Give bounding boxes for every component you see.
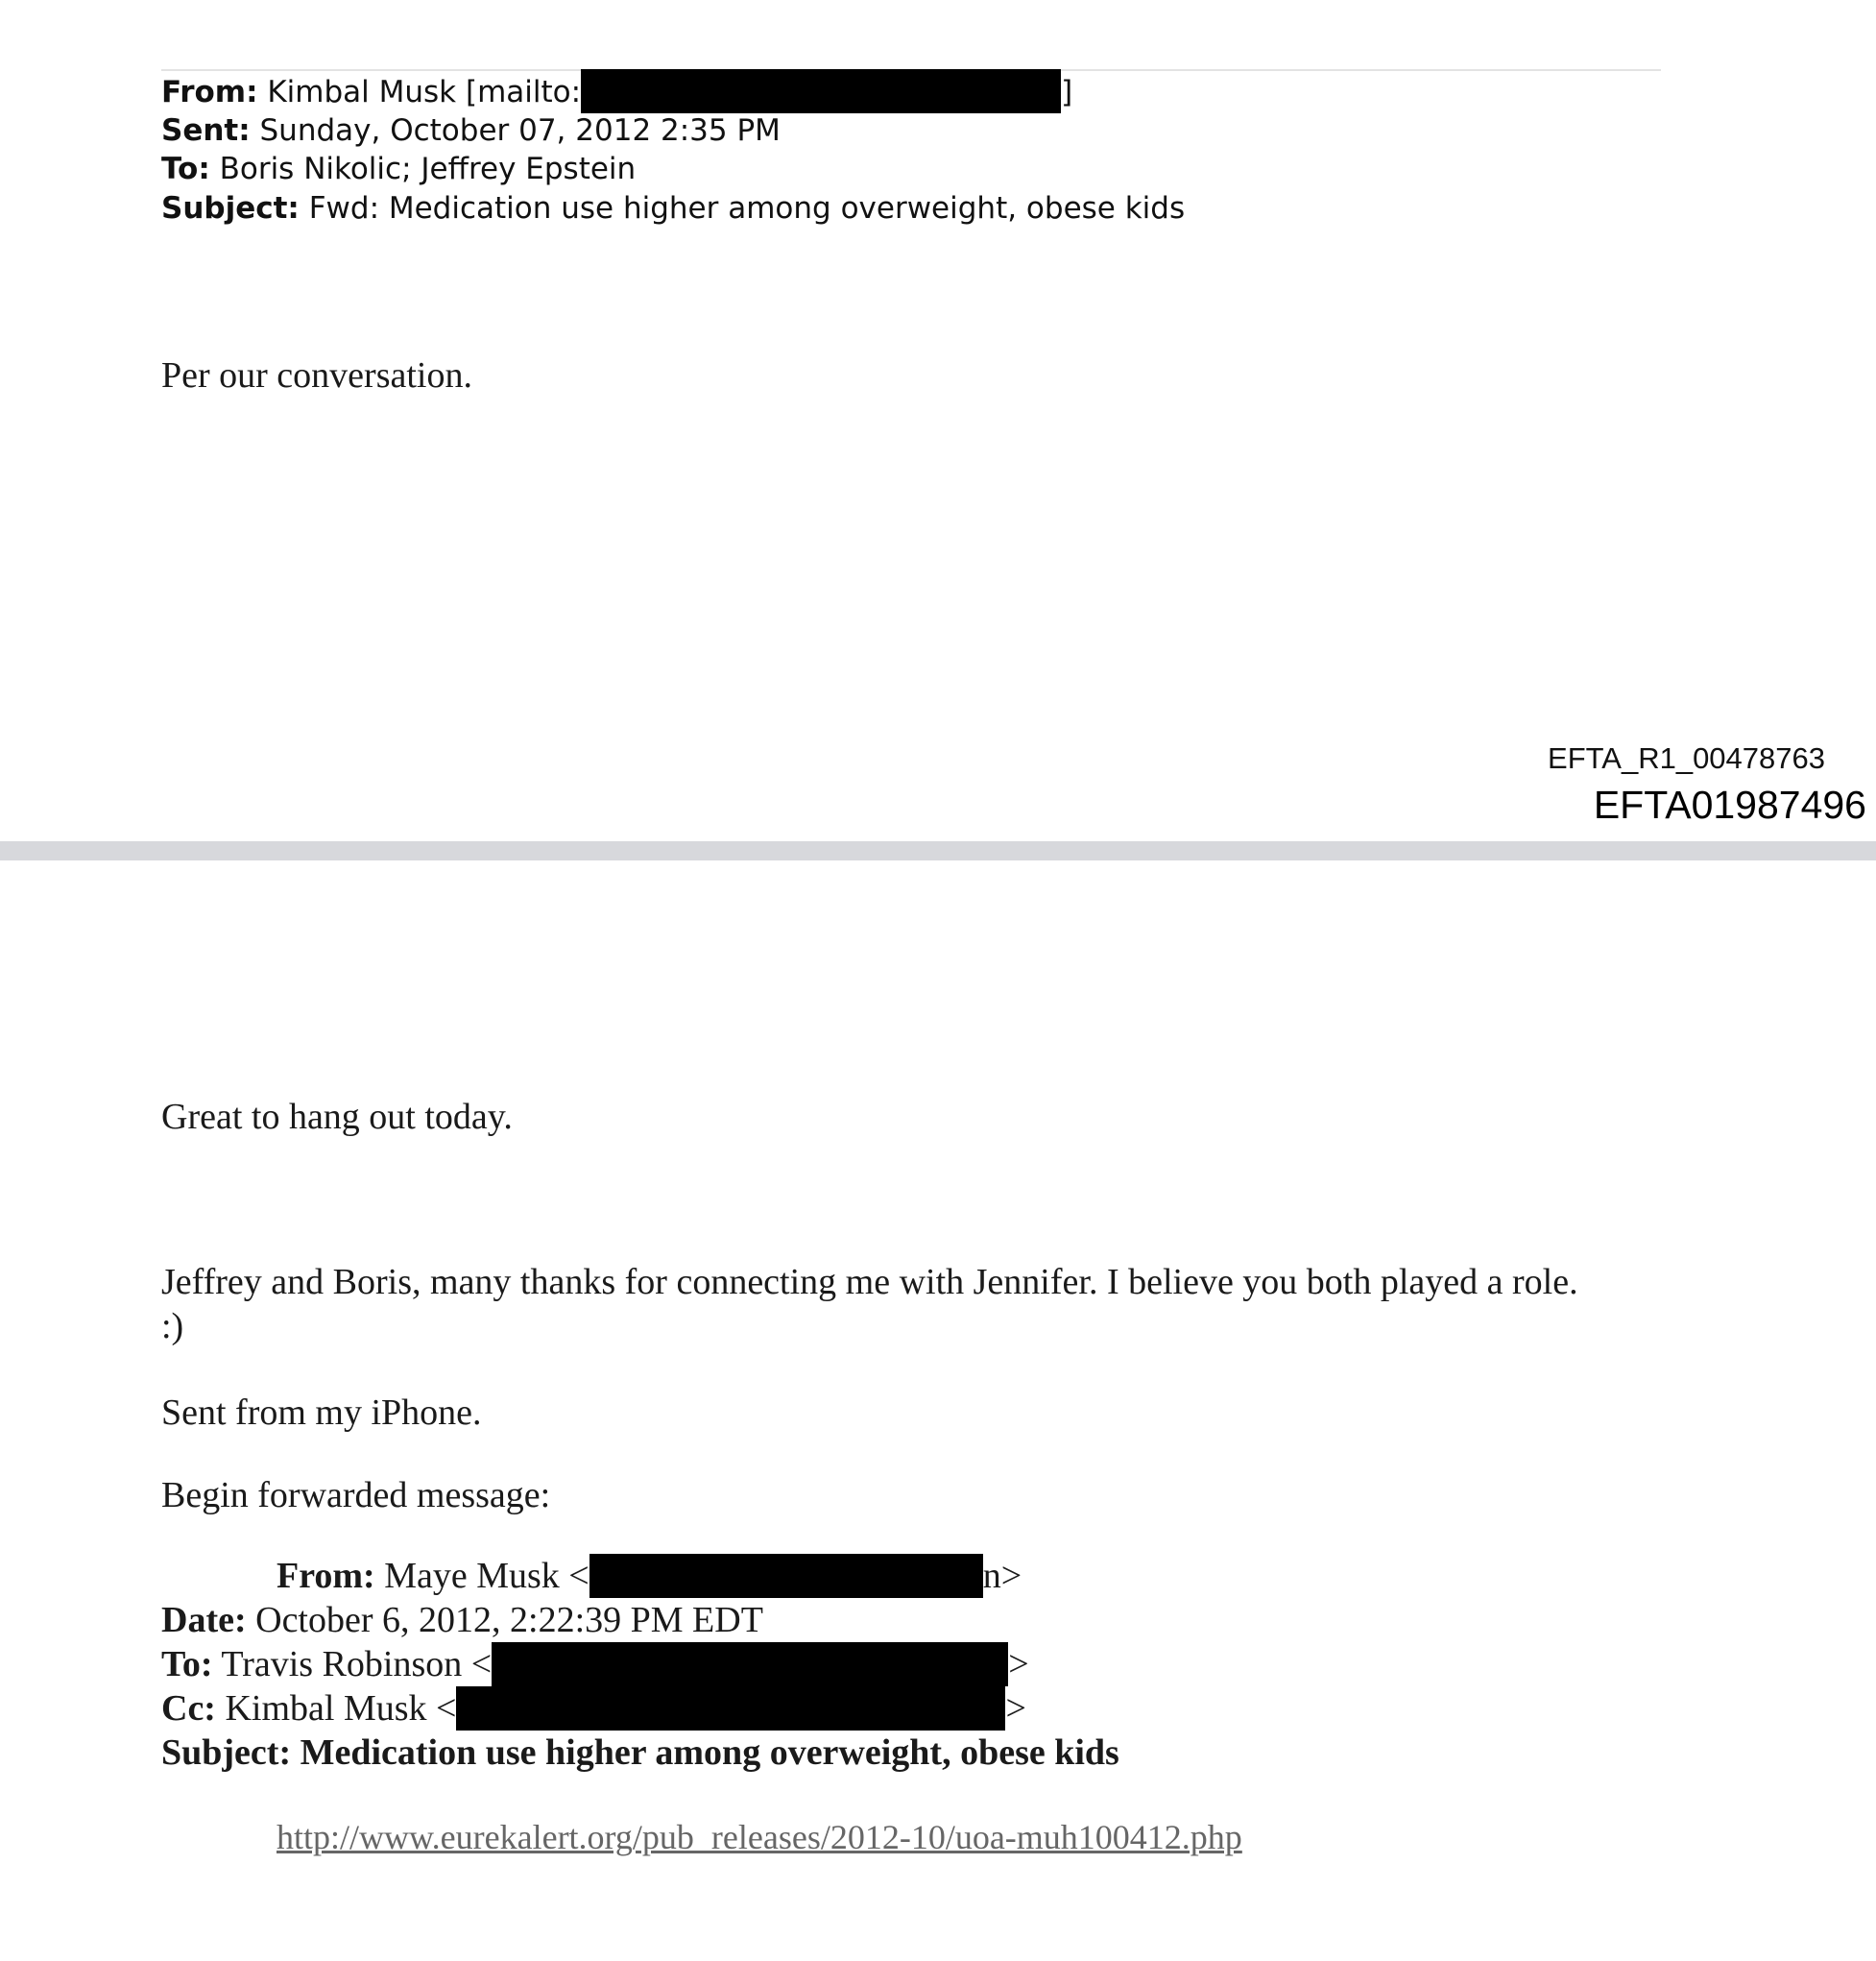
fwd-cc-value: Kimbal Musk < — [225, 1688, 457, 1729]
email-from-line — [161, 73, 1072, 113]
fwd-to-value: Travis Robinson < — [221, 1644, 493, 1684]
document-page-2 — [0, 860, 1876, 1961]
document-page-1 — [0, 0, 1876, 841]
subject-value: Fwd: Medication use higher among overweight, obese kids — [308, 191, 1186, 226]
fwd-date-line — [161, 1598, 763, 1642]
thanks-text-line1: Jeffrey and Boris, many thanks for connecting me with Jennifer. I believe you both played a role. — [161, 1262, 1578, 1302]
fwd-cc-tail: > — [1005, 1688, 1026, 1729]
fwd-subject-line — [161, 1731, 1119, 1775]
email-body-text: Per our conversation. — [161, 355, 472, 396]
fwd-date-value: October 6, 2012, 2:22:39 PM EDT — [255, 1600, 763, 1640]
sent-value: Sunday, October 07, 2012 2:35 PM — [259, 113, 781, 148]
redaction-bar — [456, 1686, 1005, 1731]
fwd-from-line — [277, 1554, 1022, 1598]
redaction-bar — [492, 1642, 1008, 1686]
signature-text: Sent from my iPhone. — [161, 1392, 482, 1433]
from-close: ] — [1061, 75, 1073, 109]
article-link[interactable]: http://www.eurekalert.org/pub_releases/2012-10/uoa-muh100412.php — [277, 1818, 1242, 1856]
email-to-line — [161, 150, 636, 188]
bates-stamp-large: EFTA01987496 — [1593, 783, 1866, 827]
fwd-from-label: From: — [277, 1556, 375, 1596]
redaction-bar — [589, 1554, 983, 1598]
sent-label: Sent: — [161, 113, 251, 148]
fwd-to-tail: > — [1008, 1644, 1029, 1684]
redaction-bar — [581, 69, 1061, 113]
fwd-from-value: Maye Musk < — [384, 1556, 589, 1596]
page-separator — [0, 841, 1876, 860]
fwd-to-label: To: — [161, 1644, 213, 1684]
from-value: Kimbal Musk [mailto: — [267, 75, 582, 109]
greeting-text: Great to hang out today. — [161, 1097, 513, 1137]
fwd-cc-line — [161, 1686, 1026, 1731]
email-subject-line — [161, 189, 1185, 228]
email-sent-line — [161, 111, 781, 150]
thanks-text-line2: :) — [161, 1306, 184, 1346]
fwd-cc-label: Cc: — [161, 1688, 216, 1729]
bates-stamp-small: EFTA_R1_00478763 — [1548, 741, 1825, 775]
subject-label: Subject: — [161, 191, 300, 226]
fwd-subject-value: Medication use higher among overweight, obese kids — [300, 1732, 1119, 1773]
forward-intro: Begin forwarded message: — [161, 1475, 551, 1515]
to-label: To: — [161, 152, 210, 186]
from-label: From: — [161, 75, 258, 109]
fwd-from-tail: n> — [982, 1556, 1022, 1596]
fwd-subject-label: Subject: — [161, 1732, 292, 1773]
fwd-date-label: Date: — [161, 1600, 247, 1640]
fwd-to-line — [161, 1642, 1029, 1686]
to-value: Boris Nikolic; Jeffrey Epstein — [219, 152, 637, 186]
